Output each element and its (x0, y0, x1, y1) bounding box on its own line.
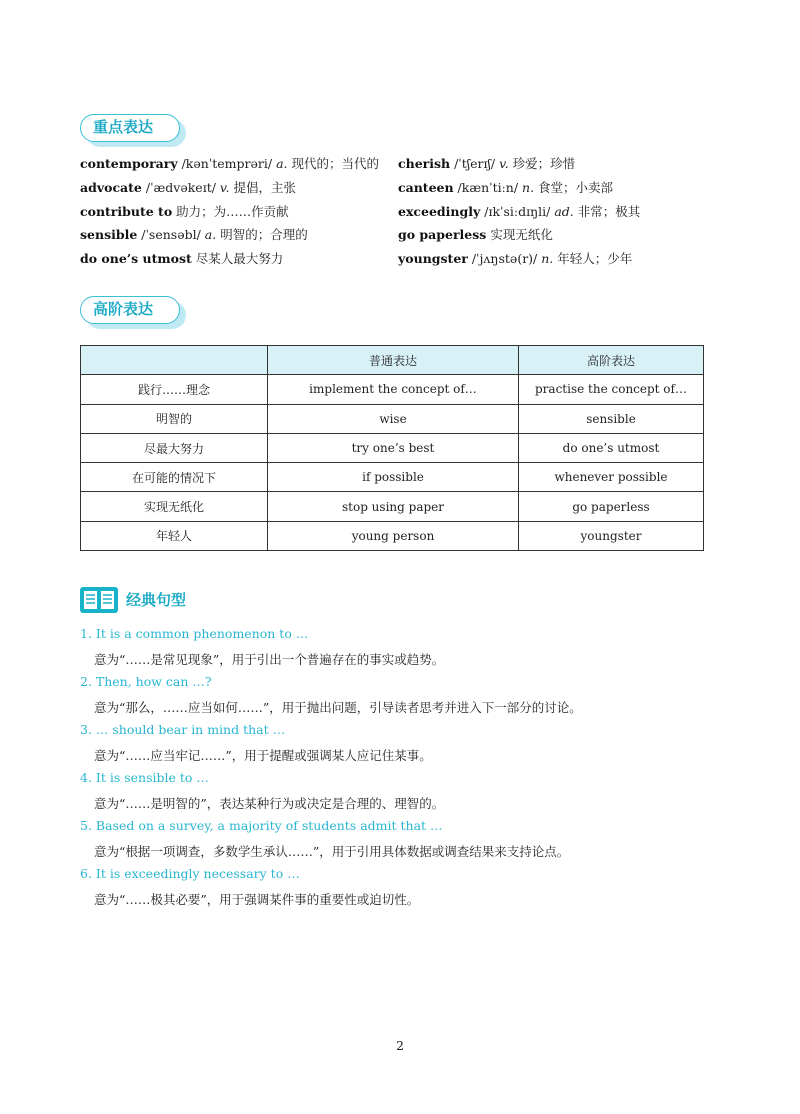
table-row (81, 375, 704, 404)
list-item (80, 674, 720, 722)
table-cell: 实现无纸化 (81, 492, 268, 521)
sentence-pattern: 2. Then, how can …? (80, 674, 212, 689)
table-cell: wise (268, 404, 519, 433)
table-cell: 在可能的情况下 (81, 463, 268, 492)
table-cell: 践行……理念 (81, 375, 268, 404)
page-number: 2 (396, 1038, 404, 1053)
list-item (80, 626, 720, 674)
vocab-item: contemporary /kənˈtemprəri/ a. 现代的；当代的 (80, 156, 379, 171)
table-cell: 年轻人 (81, 521, 268, 550)
vocab-item: do one’s utmost 尽某人最大努力 (80, 251, 284, 267)
vocab-item: advocate /ˈædvəkeɪt/ v. 提倡，主张 (80, 179, 296, 195)
table-row (81, 433, 704, 462)
vocab-list-right (398, 152, 640, 271)
table-header-cell: 普通表达 (268, 346, 519, 375)
table-header-row (81, 346, 704, 375)
section-title: 高阶表达 (80, 296, 180, 324)
list-item (80, 818, 720, 866)
table-row (81, 492, 704, 521)
sentence-pattern: 6. It is exceedingly necessary to … (80, 866, 300, 881)
table-cell: youngster (519, 521, 704, 550)
table-cell: 明智的 (81, 404, 268, 433)
vocab-item: sensible /ˈsensəbl/ a. 明智的；合理的 (80, 227, 308, 243)
sentence-explanation: 意为“……极其必要”，用于强调某件事的重要性或迫切性。 (94, 892, 420, 907)
sentence-explanation: 意为“……是常见现象”，用于引出一个普遍存在的事实或趋势。 (94, 652, 445, 667)
vocab-item: contribute to 助力；为……作贡献 (80, 203, 289, 219)
list-item (80, 722, 720, 770)
table-cell: do one’s utmost (519, 433, 704, 462)
table-cell: whenever possible (519, 463, 704, 492)
vocab-list-left (80, 152, 379, 271)
vocab-item: exceedingly /ɪkˈsiːdɪŋli/ ad. 非常；极其 (398, 203, 641, 219)
list-item (80, 866, 720, 914)
table-cell: go paperless (519, 492, 704, 521)
sentence-pattern: 1. It is a common phenomenon to … (80, 626, 309, 641)
sentence-explanation: 意为“根据一项调查，多数学生承认……”，用于引用具体数据或调查结果来支持论点。 (94, 844, 570, 859)
sentence-pattern: 5. Based on a survey, a majority of students admit that … (80, 818, 443, 833)
table-cell: implement the concept of… (268, 375, 519, 404)
expression-comparison-table (80, 345, 704, 551)
vocab-item: youngster /ˈjʌŋstə(r)/ n. 年轻人；少年 (398, 251, 633, 267)
list-item (80, 770, 720, 818)
section-title: 经典句型 (126, 591, 187, 609)
sentence-pattern: 3. … should bear in mind that … (80, 722, 286, 737)
section-header-advanced-expressions (80, 296, 182, 328)
table-header-cell: 高阶表达 (519, 346, 704, 375)
table-row (81, 404, 704, 433)
sentence-pattern: 4. It is sensible to … (80, 770, 209, 785)
table-row (81, 463, 704, 492)
table-cell: practise the concept of… (519, 375, 704, 404)
vocab-item: canteen /kænˈtiːn/ n. 食堂；小卖部 (398, 179, 614, 195)
table-cell: 尽最大努力 (81, 433, 268, 462)
vocab-item: go paperless 实现无纸化 (398, 227, 553, 243)
section-title: 重点表达 (80, 114, 180, 142)
table-cell: sensible (519, 404, 704, 433)
sentence-pattern-list (80, 626, 720, 914)
table-cell: young person (268, 521, 519, 550)
sentence-explanation: 意为“那么，……应当如何……”，用于抛出问题，引导读者思考并进入下一部分的讨论。 (94, 700, 582, 715)
table-cell: stop using paper (268, 492, 519, 521)
table-row (81, 521, 704, 550)
table-cell: try one’s best (268, 433, 519, 462)
table-header-cell (81, 346, 268, 375)
sentence-explanation: 意为“……应当牢记……”，用于提醒或强调某人应记住某事。 (94, 748, 432, 763)
vocab-item: cherish /ˈtʃerɪʃ/ v. 珍爱；珍惜 (398, 156, 576, 171)
sentence-explanation: 意为“……是明智的”，表达某种行为或决定是合理的、理智的。 (94, 796, 445, 811)
table-cell: if possible (268, 463, 519, 492)
open-book-icon (80, 587, 118, 613)
section-header-key-expressions (80, 114, 182, 146)
